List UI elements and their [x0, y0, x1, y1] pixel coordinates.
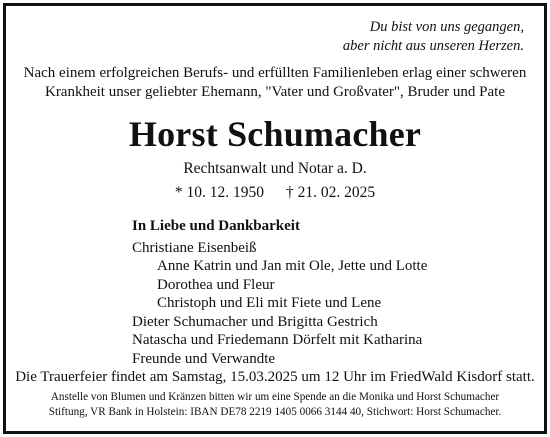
- death-date: † 21. 02. 2025: [286, 184, 376, 201]
- donation-request: [0, 390, 550, 420]
- motto-quote: [343, 18, 524, 56]
- motto-line-2: aber nicht aus unseren Herzen.: [342, 38, 524, 54]
- funeral-service-info: Die Trauerfeier findet am Samstag, 15.03.2025 um 12 Uhr im FriedWald Kisdorf statt.: [15, 369, 535, 385]
- mourner-line: Christiane Eisenbeiß: [132, 239, 257, 256]
- mourners-lines: [132, 239, 427, 369]
- deceased-profession: Rechtsanwalt und Notar a. D.: [183, 160, 367, 177]
- donation-line-2: Stiftung, VR Bank in Holstein: IBAN DE78 2219 1405 0066 3144 40, Stichwort: Horst Schumacher.: [48, 406, 502, 418]
- deceased-name: Horst Schumacher: [128, 114, 422, 154]
- intro-line-2: Krankheit unser geliebter Ehemann, "Vater und Großvater", Bruder und Pate: [44, 84, 505, 100]
- mourners-list: [132, 217, 427, 368]
- mourner-line: Natascha und Friedemann Dörfelt mit Katharina: [132, 332, 423, 348]
- life-dates: [0, 183, 550, 203]
- donation-line-1: Anstelle von Blumen und Kränzen bitten wir um eine Spende an die Monika und Horst Schumacher: [50, 391, 500, 403]
- intro-text: [10, 64, 540, 102]
- mourner-line: Freunde und Verwandte: [132, 350, 276, 367]
- mourner-line: Dorothea und Fleur: [157, 276, 275, 293]
- intro-line-1: Nach einem erfolgreichen Berufs- und erfüllten Familienleben erlag einer schweren: [23, 65, 527, 81]
- mourner-line: Anne Katrin und Jan mit Ole, Jette und Lotte: [157, 258, 428, 274]
- mourner-line: Christoph und Eli mit Fiete und Lene: [157, 295, 382, 311]
- mourners-heading: In Liebe und Dankbarkeit: [132, 218, 300, 234]
- mourner-line: Dieter Schumacher und Brigitta Gestrich: [132, 313, 378, 330]
- motto-line-1: Du bist von uns gegangen,: [369, 19, 524, 35]
- birth-date: * 10. 12. 1950: [174, 184, 264, 201]
